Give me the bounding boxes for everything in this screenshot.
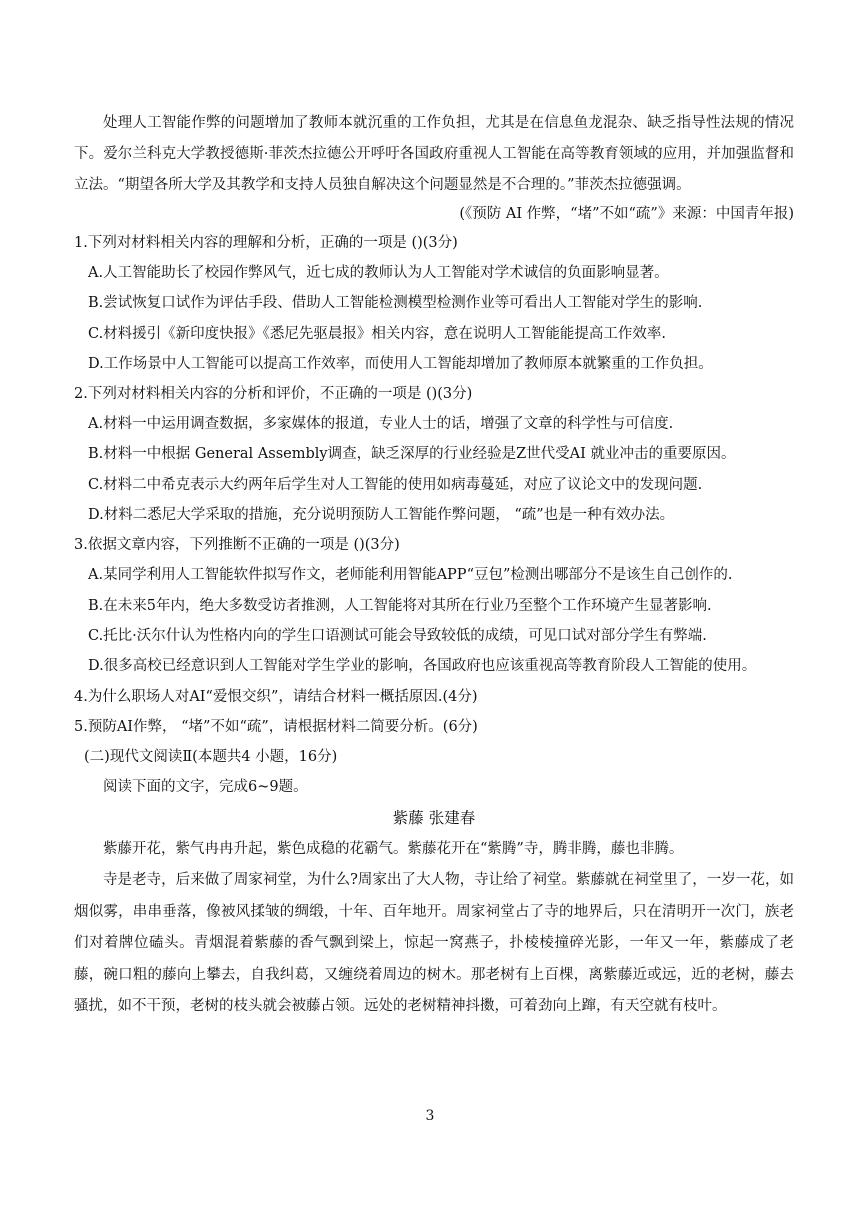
question-4: 4.为什么职场人对AI“爱恨交织”，请结合材料一概括原因.(4分) xyxy=(74,688,478,705)
option-d: D.材料二悉尼大学采取的措施，充分说明预防人工智能作弊问题， “疏”也是一种有效办法。 xyxy=(88,507,675,524)
question-1 xyxy=(74,228,794,379)
question-2 xyxy=(74,379,794,530)
article-paragraph: 紫藤开花，紫气冉冉升起，紫色成稳的花霸气。紫藤花开在“紫腾”寺，腾非腾，藤也非腾。 xyxy=(103,840,684,857)
intro-paragraph: 处理人工智能作弊的问题增加了教师本就沉重的工作负担，尤其是在信息鱼龙混杂、缺乏指导性法规的情况下。爱尔兰科克大学教授德斯·菲茨杰拉德公开呼吁各国政府重视人工智能在高等教育领域的应用，并加强监督和立法。“期望各所大学及其教学和支持人员独自解决这个问题显然是不合理的。”菲茨杰拉德强调。 xyxy=(74,115,794,193)
question-5: 5.预防AI作弊， “堵”不如“疏”，请根据材料二简要分析。(6分) xyxy=(74,718,478,735)
option-b: B.在未来5年内，绝大多数受访者推测，人工智能将对其所在行业乃至整个工作环境产生显著影响. xyxy=(88,597,712,614)
article-title: 紫藤 张建春 xyxy=(392,808,476,827)
option-b: B.材料一中根据 General Assembly调查，缺乏深厚的行业经验是Z世代受AI 就业冲击的重要原因。 xyxy=(88,446,736,463)
option-c: C.托比·沃尔什认为性格内向的学生口语测试可能会导致较低的成绩，可见口试对部分学生有弊端. xyxy=(88,627,707,644)
question-3 xyxy=(74,530,794,681)
option-a: A.人工智能助长了校园作弊风气，近七成的教师认为人工智能对学术诚信的负面影响显著。 xyxy=(88,265,669,281)
reading-instruction: 阅读下面的文字，完成6~9题。 xyxy=(103,778,308,795)
source-citation: (《预防 AI 作弊，“堵”不如“疏”》来源：中国青年报) xyxy=(459,206,794,222)
document-page xyxy=(74,108,794,1023)
option-c: C.材料二中希克表示大约两年后学生对人工智能的使用如病毒蔓延，对应了议论文中的发现问题. xyxy=(88,476,703,493)
question-stem: 3.依据文章内容，下列推断不正确的一项是 ()(3分) xyxy=(74,537,400,554)
page-number: 3 xyxy=(425,1108,435,1124)
option-a: A.某同学利用人工智能软件拟写作文，老师能利用智能APP“豆包”检测出哪部分不是该生自己创作的. xyxy=(88,567,733,584)
section-heading: (二)现代文阅读Ⅱ(本题共4 小题，16分) xyxy=(84,748,338,765)
option-d: D.工作场景中人工智能可以提高工作效率，而使用人工智能却增加了教师原本就繁重的工作负担。 xyxy=(88,355,713,372)
article-paragraph: 寺是老寺，后来做了周家祠堂，为什么?周家出了大人物，寺让给了祠堂。紫藤就在祠堂里了，一岁一花，如烟似雾，串串垂落，像被风揉皱的绸缎，十年、百年地开。周家祠堂占了寺的地界后，只在清明开一次门，族老们对着牌位磕头。青烟混着紫藤的香气飘到梁上，惊起一窝燕子，扑棱棱撞碎光影，一年又一年，紫藤成了老藤，碗口粗的藤向上攀去，自我纠葛，又缠绕着周边的树木。那老树有上百棵，离紫藤近或远，近的老树，藤去骚扰，如不干预，老树的枝头就会被藤占领。远处的老树精神抖擞，可着劲向上蹿，有天空就有枝叶。 xyxy=(74,872,794,1015)
question-stem: 1.下列对材料相关内容的理解和分析，正确的一项是 ()(3分) xyxy=(74,235,458,251)
option-d: D.很多高校已经意识到人工智能对学生学业的影响，各国政府也应该重视高等教育阶段人工智能的使用。 xyxy=(88,658,757,675)
question-stem: 2.下列对材料相关内容的分析和评价，不正确的一项是 ()(3分) xyxy=(74,386,473,403)
option-a: A.材料一中运用调查数据，多家媒体的报道，专业人士的话，增强了文章的科学性与可信度. xyxy=(88,416,674,433)
option-c: C.材料援引《新印度快报》《悉尼先驱晨报》相关内容，意在说明人工智能能提高工作效率. xyxy=(88,325,667,342)
option-b: B.尝试恢复口试作为评估手段、借助人工智能检测模型检测作业等可看出人工智能对学生的影响. xyxy=(88,295,703,312)
